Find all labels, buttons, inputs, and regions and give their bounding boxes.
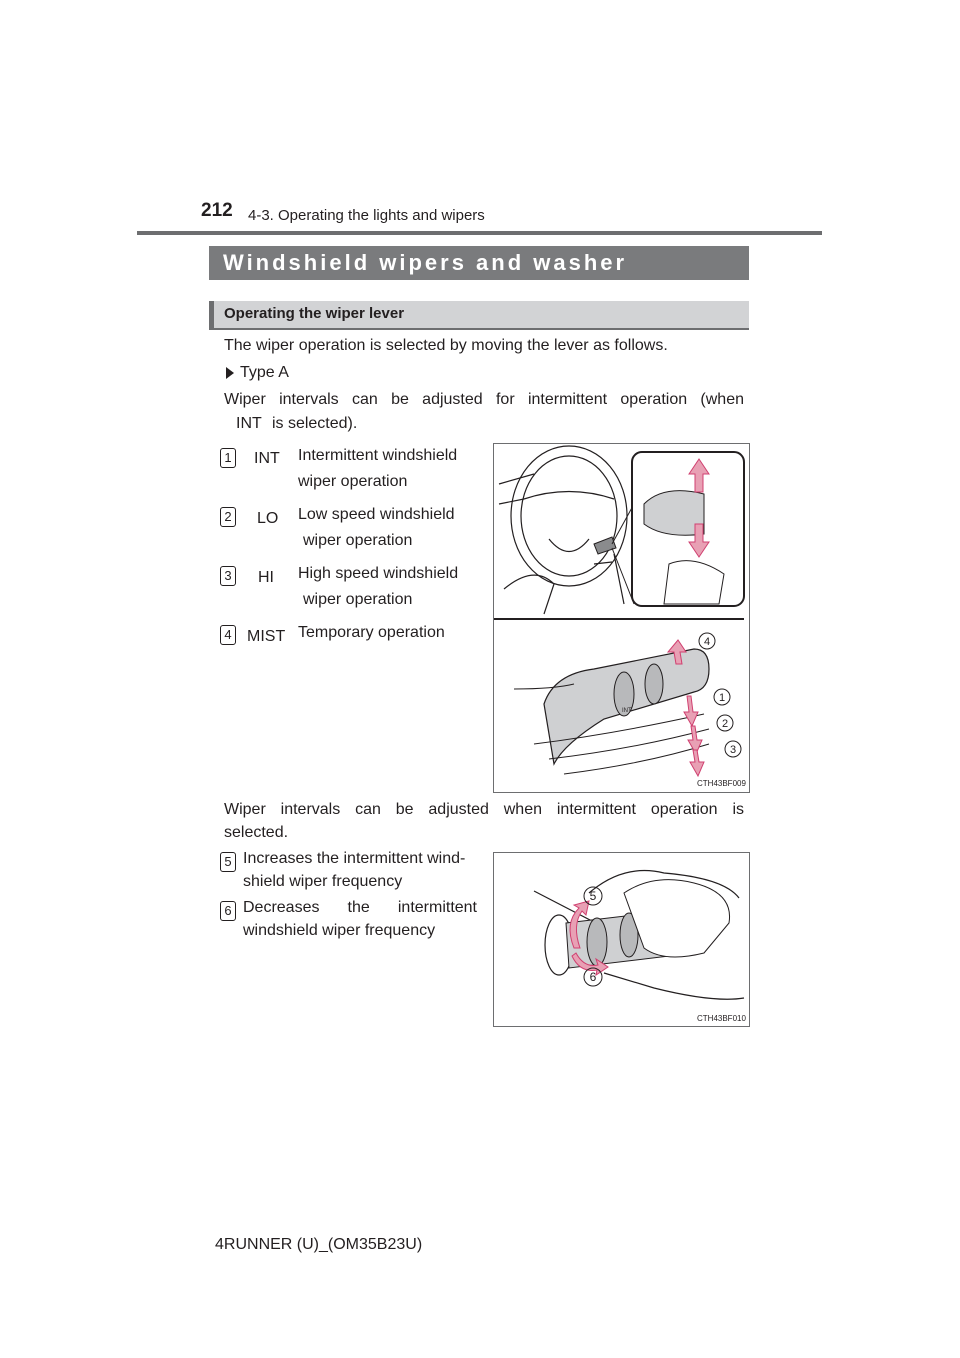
footer-model: 4RUNNER (U)_(OM35B23U) [215, 1236, 423, 1253]
callout-number: 4 [220, 625, 236, 645]
wiper-lever-figure [493, 443, 750, 793]
triangle-bullet-icon [226, 367, 234, 379]
callout-4: 4 [703, 636, 711, 648]
int-mode-label: INT [236, 415, 262, 432]
callout-number: 1 [220, 448, 236, 468]
interval-adjust-figure [493, 852, 750, 1027]
callout-number: 2 [220, 507, 236, 527]
adjust-line1: Wiper intervals can be adjusted when intermittent operation is [224, 801, 744, 818]
adjust-desc: Decreases the intermittent [243, 899, 477, 916]
mode-desc: wiper operation [298, 473, 408, 490]
mode-label: INT [254, 450, 280, 467]
section-title: Windshield wipers and washer [223, 250, 628, 275]
figure-code: CTH43BF010 [697, 1014, 746, 1023]
callout-1: 1 [718, 692, 726, 704]
adjust-desc: Increases the intermittent wind- [243, 850, 466, 867]
type-label-row [226, 361, 289, 385]
intro-text: The wiper operation is selected by moving the lever as follows. [224, 337, 668, 354]
page-number: 212 [201, 200, 233, 221]
callout-2: 2 [721, 718, 729, 730]
mode-desc: Intermittent windshield [298, 447, 458, 464]
interval-adjust-illustration [494, 853, 749, 1026]
header-rule [137, 231, 822, 235]
mode-label: HI [258, 569, 274, 586]
interval-note-line1: Wiper intervals can be adjusted for intermittent operation (when [224, 391, 744, 408]
callout-5: 5 [589, 889, 597, 903]
adjust-desc: windshield wiper frequency [243, 922, 436, 939]
type-label: Type A [240, 364, 289, 381]
callout-number: 3 [220, 566, 236, 586]
mode-desc: High speed windshield [298, 565, 459, 582]
section-header: 4-3. Operating the lights and wipers [248, 207, 485, 224]
callout-number: 6 [220, 901, 236, 921]
mode-label: LO [257, 510, 279, 527]
figure-code: CTH43BF009 [697, 779, 746, 788]
mode-desc: wiper operation [303, 591, 413, 608]
callout-6: 6 [589, 970, 597, 984]
subsection-title: Operating the wiper lever [224, 305, 405, 322]
subsection-title-bar [209, 301, 749, 328]
mode-desc: wiper operation [303, 532, 413, 549]
interval-note-line2 [236, 412, 357, 436]
mode-desc: Temporary operation [298, 624, 445, 641]
mode-desc: Low speed windshield [298, 506, 455, 523]
adjust-line2: selected. [224, 824, 289, 841]
section-title-bar [209, 246, 749, 280]
lever-label-int: INT [622, 708, 632, 714]
interval-note-end: is selected). [271, 415, 358, 432]
callout-3: 3 [729, 744, 737, 756]
callout-number: 5 [220, 852, 236, 872]
wiper-lever-illustration [494, 444, 749, 792]
mode-label: MIST [247, 628, 286, 645]
adjust-desc: shield wiper frequency [243, 873, 403, 890]
